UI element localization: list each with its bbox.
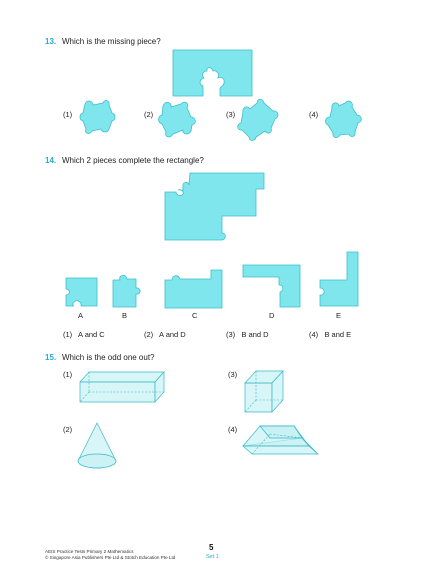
q15-cone — [78, 423, 116, 468]
q13-piece-1 — [80, 101, 115, 134]
q13-rectangle-with-hole — [173, 50, 252, 96]
q14-main-shape — [165, 173, 264, 240]
q15-option-1-label: (1) — [63, 370, 73, 379]
q15-cuboid — [80, 372, 164, 402]
question-13-text: Which is the missing piece? — [62, 37, 161, 46]
q14-option-2-num: (2) — [144, 330, 154, 339]
q14-piece-C-label: C — [192, 311, 198, 320]
q14-option-1 — [63, 330, 105, 339]
q13-option-2-label: (2) — [144, 110, 154, 119]
q15-option-2-label: (2) — [63, 425, 73, 434]
q15-option-4-label: (4) — [228, 425, 238, 434]
q14-piece-D — [243, 265, 300, 307]
set-label: Set 1 — [206, 554, 219, 560]
q14-piece-A — [66, 278, 97, 306]
footer-line-1: AEIS Practice Tests Primary 2 Mathematics — [45, 549, 134, 554]
question-14-number: 14. — [45, 156, 57, 165]
footer-line-2: © Singapore Asia Publishers Pte Ltd & Stotch Education Pte Ltd — [45, 555, 176, 560]
q14-option-3-text: B and D — [241, 330, 269, 339]
q14-option-2-text: A and D — [159, 330, 186, 339]
q14-option-4-num: (4) — [309, 330, 319, 339]
q13-piece-4 — [326, 101, 362, 137]
q14-option-4 — [309, 330, 351, 339]
q13-option-4-label: (4) — [309, 110, 319, 119]
question-15-text: Which is the odd one out? — [62, 353, 155, 362]
q14-option-3 — [226, 330, 269, 339]
q14-piece-E-label: E — [336, 311, 342, 320]
q13-piece-3 — [238, 99, 278, 140]
q14-option-4-text: B and E — [324, 330, 352, 339]
question-15-number: 15. — [45, 353, 57, 362]
q15-option-3-label: (3) — [228, 370, 238, 379]
q14-piece-B-label: B — [122, 311, 128, 320]
q14-option-1-num: (1) — [63, 330, 73, 339]
q15-trapezoidal-prism — [243, 426, 318, 454]
q14-piece-B — [113, 275, 140, 307]
question-13-number: 13. — [45, 37, 57, 46]
q14-piece-E — [320, 252, 358, 306]
page-number: 5 — [209, 543, 214, 552]
q14-option-2 — [144, 330, 186, 339]
q13-option-1-label: (1) — [63, 110, 73, 119]
q14-piece-A-label: A — [78, 311, 84, 320]
q14-option-3-num: (3) — [226, 330, 236, 339]
q14-piece-D-label: D — [269, 311, 275, 320]
q15-cube — [245, 371, 283, 412]
question-14-text: Which 2 pieces complete the rectangle? — [62, 156, 204, 165]
q14-piece-C — [165, 270, 222, 308]
q13-option-3-label: (3) — [226, 110, 236, 119]
q13-piece-2 — [159, 102, 196, 137]
q14-option-1-text: A and C — [78, 330, 105, 339]
